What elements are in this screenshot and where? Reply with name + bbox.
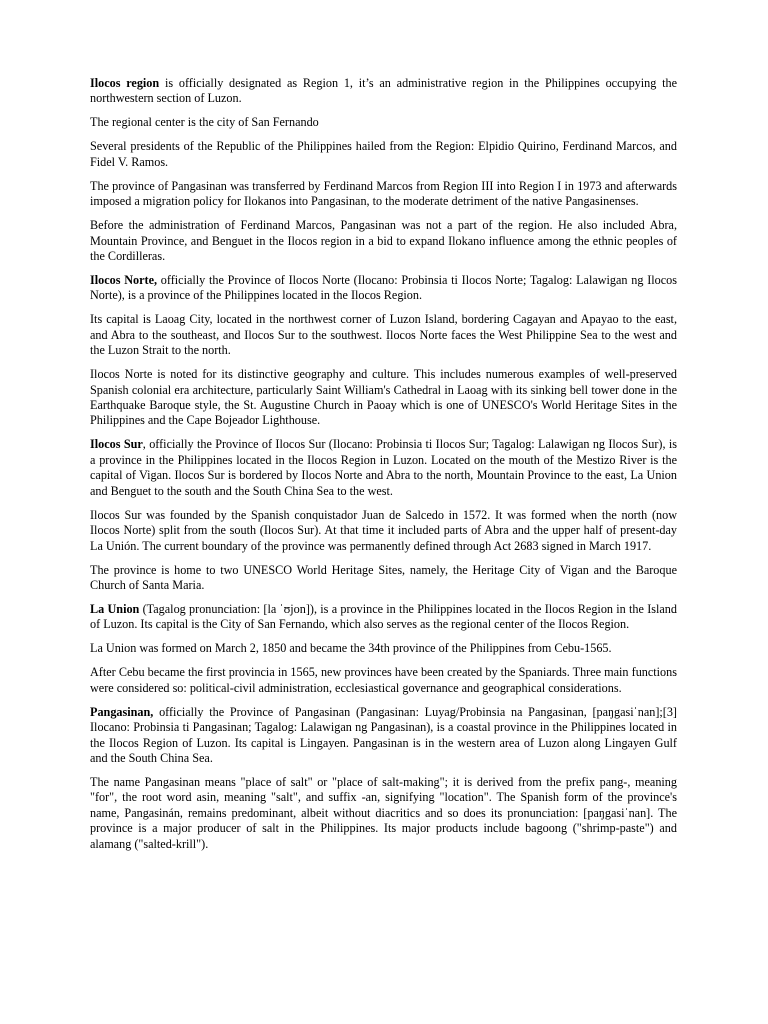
paragraph-ilocos-norte-culture bbox=[90, 367, 677, 429]
term-pangasinan: Pangasinan, bbox=[90, 704, 154, 719]
paragraph-la-union bbox=[90, 602, 677, 633]
paragraph-text: La Union was formed on March 2, 1850 and became the 34th province of the Philippines from Cebu-1565. bbox=[90, 641, 612, 656]
paragraph-presidents bbox=[90, 139, 677, 170]
paragraph-text: Before the administration of Ferdinand Marcos, Pangasinan was not a part of the region. He also included Abra, Mountain Province, and Benguet in the Ilocos region in a bid to expand Ilokano influence among the ethnic peoples of the Cordilleras. bbox=[90, 218, 677, 264]
paragraph-text: Ilocos Norte is noted for its distinctive geography and culture. This includes numerous examples of well-preserved Spanish colonial era architecture, particularly Saint William's Cathedral in Laoag with its sinking bell tower done in the Earthquake Baroque style, the St. Augustine Church in Paoay which is one of UNESCO's World Heritage Sites in the Philippines and the Cape Bojeador Lighthouse. bbox=[90, 367, 677, 428]
paragraph-text: Ilocos Sur was founded by the Spanish conquistador Juan de Salcedo in 1572. It was formed when the north (now Ilocos Norte) split from the south (Ilocos Sur). At that time it included parts of Abra and the upper half of present-day La Unión. The current boundary of the province was permanently defined through Act 2683 signed in March 1917. bbox=[90, 507, 677, 553]
paragraph-text: , officially the Province of Ilocos Sur (Ilocano: Probinsia ti Ilocos Sur; Tagalog: Lalawigan ng Ilocos Sur), is a province in the Philippines located in the Ilocos Region in Luzon. Located on the mouth of the Mestizo River is the capital of Vigan. Ilocos Sur is bordered by Ilocos Norte and Abra to the north, Mountain Province to the east, La Union and Benguet to the south and the South China Sea to the west. bbox=[90, 437, 678, 498]
paragraph-ilocos-region bbox=[90, 76, 677, 107]
paragraph-text: officially the Province of Pangasinan (Pangasinan: Luyag/Probinsia na Pangasinan, [paŋgasiˈnan];[3] Ilocano: Probinsia ti Pangasinan; Tagalog: Lalawigan ng Pangasinan), is a coastal province in the Philippines located in the Ilocos Region of Luzon. Its capital is Lingayen. Pangasinan is in the western area of Luzon along Lingayen Gulf and the South China Sea. bbox=[90, 704, 677, 765]
term-la-union: La Union bbox=[90, 601, 140, 616]
paragraph-la-union-formed bbox=[90, 641, 677, 656]
paragraph-text: The regional center is the city of San Fernando bbox=[90, 115, 319, 130]
paragraph-regional-center bbox=[90, 115, 677, 130]
paragraph-ilocos-norte bbox=[90, 273, 677, 304]
document-page bbox=[90, 76, 677, 861]
paragraph-pangasinan-transfer bbox=[90, 179, 677, 210]
paragraph-text: (Tagalog pronunciation: [la ˈʊjon]), is a province in the Philippines located in the Ilocos Region in the Island of Luzon. Its capital is the City of San Fernando, which also serves as the regional center of the Ilocos Region. bbox=[90, 601, 677, 632]
paragraph-text: Several presidents of the Republic of the Philippines hailed from the Region: Elpidio Quirino, Ferdinand Marcos, and Fidel V. Ramos. bbox=[90, 139, 677, 169]
term-ilocos-region: Ilocos region bbox=[90, 76, 160, 90]
paragraph-pangasinan bbox=[90, 705, 677, 767]
paragraph-ilocos-sur-founding bbox=[90, 508, 677, 554]
paragraph-text: officially the Province of Ilocos Norte (Ilocano: Probinsia ti Ilocos Norte; Tagalog: Lalawigan ng Ilocos Norte), is a province of the Philippines located in the Ilocos Region. bbox=[90, 273, 678, 303]
paragraph-text: The province is home to two UNESCO World Heritage Sites, namely, the Heritage City of Vigan and the Baroque Church of Santa Maria. bbox=[90, 562, 677, 592]
paragraph-text: The province of Pangasinan was transferred by Ferdinand Marcos from Region III into Region I in 1973 and afterwards imposed a migration policy for Ilokanos into Pangasinan, to the moderate detriment of the native Pangasinenses. bbox=[90, 178, 677, 209]
paragraph-cebu bbox=[90, 665, 677, 696]
paragraph-laoag bbox=[90, 312, 677, 358]
paragraph-text: The name Pangasinan means "place of salt" or "place of salt-making"; it is derived from the prefix pang-, meaning "for", the root word asin, meaning "salt", and suffix -an, signifying "location". The Spanish form of the province's name, Pangasinán, remains predominant, albeit without diacritics and so does its pronunciation: [paŋgasiˈnan]. The province is a major producer of salt in the Philippines. Its major products include bagoong ("shrimp-paste") and alamang ("salted-krill"). bbox=[90, 774, 677, 851]
term-ilocos-norte: Ilocos Norte, bbox=[90, 273, 158, 288]
term-ilocos-sur: Ilocos Sur bbox=[90, 437, 143, 452]
paragraph-unesco bbox=[90, 563, 677, 594]
paragraph-pangasinan-name bbox=[90, 775, 677, 852]
paragraph-text: is officially designated as Region 1, it’s an administrative region in the Philippines occupying the northwestern section of Luzon. bbox=[90, 76, 677, 106]
paragraph-before-marcos bbox=[90, 218, 677, 264]
paragraph-ilocos-sur bbox=[90, 437, 677, 499]
paragraph-text: Its capital is Laoag City, located in the northwest corner of Luzon Island, bordering Cagayan and Apayao to the east, and Abra to the southeast, and Ilocos Sur to the southwest. Ilocos Norte faces the West Philippine Sea to the west and the Luzon Strait to the north. bbox=[90, 312, 677, 358]
paragraph-text: After Cebu became the first provincia in 1565, new provinces have been created by the Spaniards. Three main functions were considered so: political-civil administration, ecclesiastical governance and geographical considerations. bbox=[90, 665, 677, 695]
